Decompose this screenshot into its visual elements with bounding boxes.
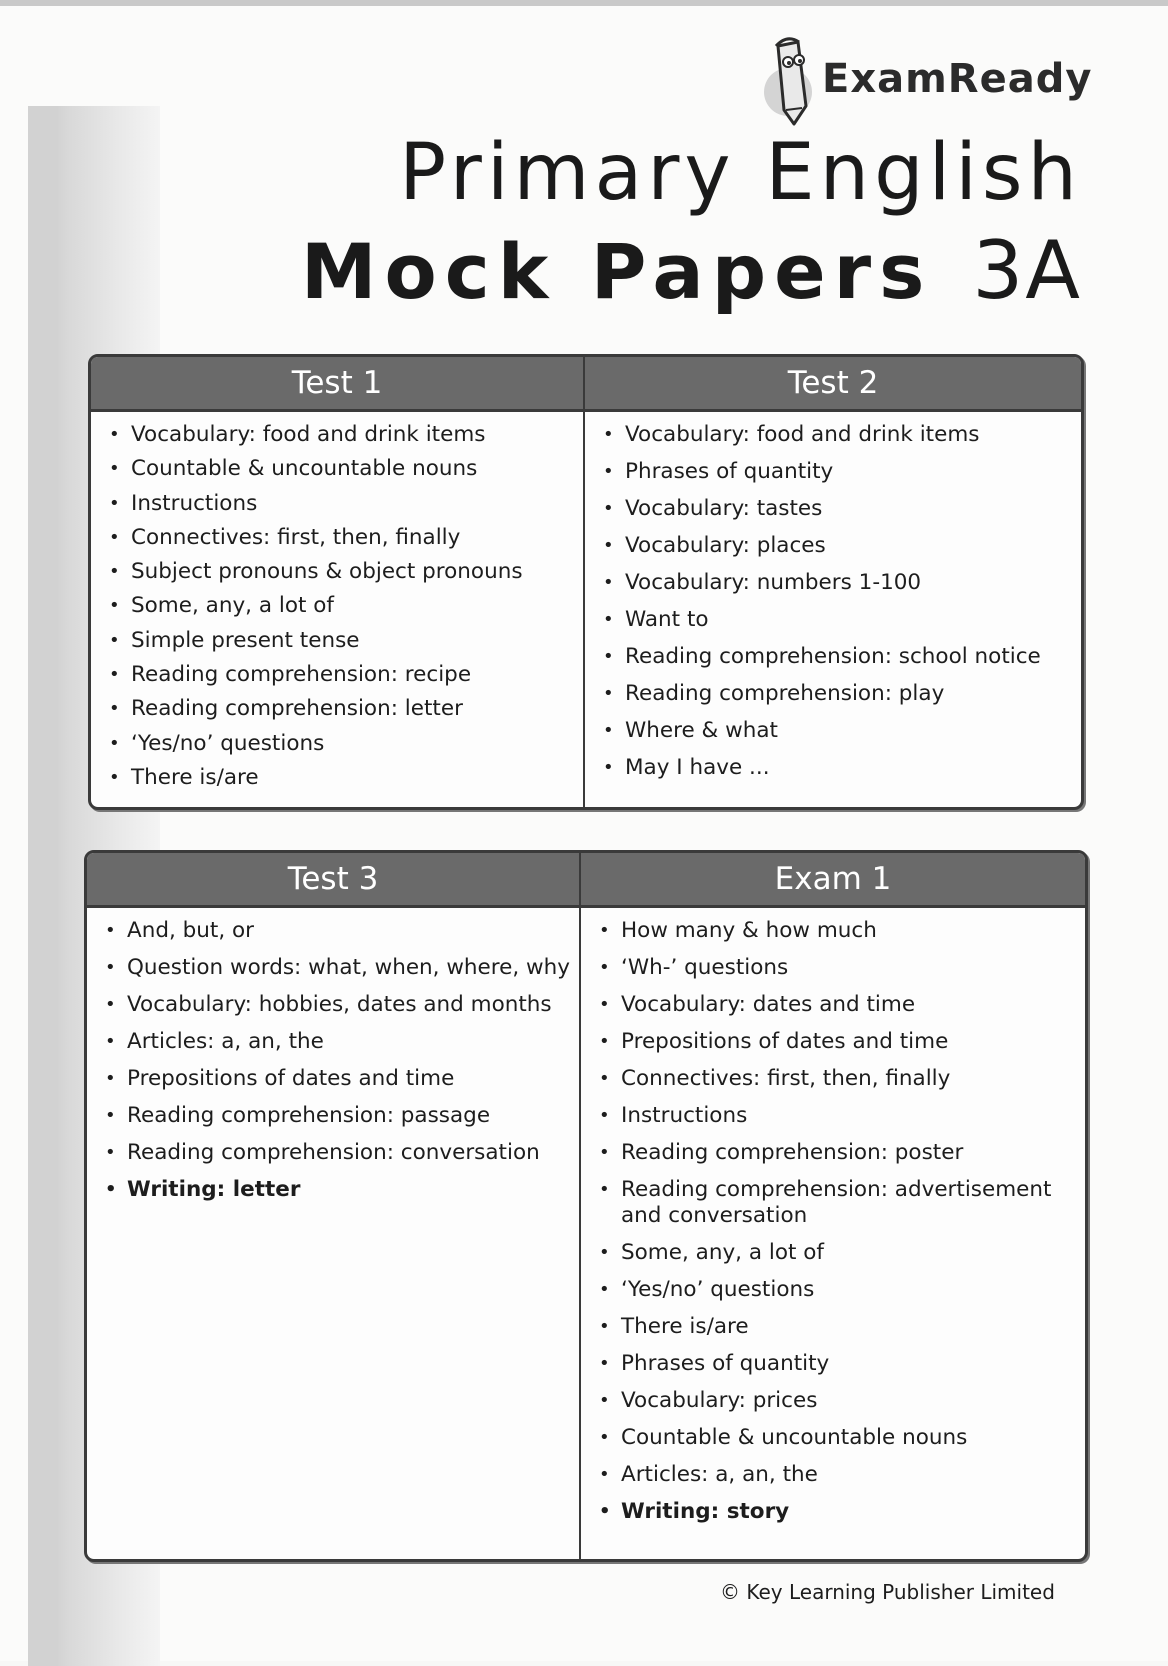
- list-item: • Reading comprehension: play: [603, 681, 1081, 707]
- copyright-notice: © Key Learning Publisher Limited: [720, 1580, 1055, 1604]
- list-item: • How many & how much: [599, 918, 1085, 944]
- section-test-3: [87, 853, 581, 1559]
- list-item: • Want to: [603, 607, 1081, 633]
- list-item: • Vocabulary: food and drink items: [603, 422, 1081, 448]
- section-heading: Test 1: [91, 357, 583, 412]
- list-item: • Articles: a, an, the: [105, 1029, 579, 1055]
- pencil-mascot-icon: [762, 32, 822, 128]
- list-item: • Reading comprehension: recipe: [109, 662, 583, 688]
- section-test-1: [91, 357, 585, 807]
- list-item: • Phrases of quantity: [599, 1351, 1085, 1377]
- list-item: • Vocabulary: places: [603, 533, 1081, 559]
- list-item: • Reading comprehension: conversation: [105, 1140, 579, 1166]
- list-item: • Writing: letter: [105, 1177, 579, 1203]
- list-item: • Articles: a, an, the: [599, 1462, 1085, 1488]
- list-item: • May I have ...: [603, 755, 1081, 781]
- list-item: • There is/are: [599, 1314, 1085, 1340]
- list-item: • Vocabulary: food and drink items: [109, 422, 583, 448]
- topic-list: [585, 412, 1081, 781]
- list-item: • ‘Wh-’ questions: [599, 955, 1085, 981]
- title-line-2: [301, 224, 1082, 317]
- list-item: • Countable & uncountable nouns: [109, 456, 583, 482]
- list-item: • Phrases of quantity: [603, 459, 1081, 485]
- list-item: • Subject pronouns & object pronouns: [109, 559, 583, 585]
- list-item: • Prepositions of dates and time: [599, 1029, 1085, 1055]
- list-item: • Reading comprehension: school notice: [603, 644, 1081, 670]
- topic-list: [87, 908, 579, 1203]
- list-item: • ‘Yes/no’ questions: [109, 731, 583, 757]
- list-item: • Vocabulary: tastes: [603, 496, 1081, 522]
- list-item: • Instructions: [599, 1103, 1085, 1129]
- list-item: • Some, any, a lot of: [109, 593, 583, 619]
- title-level: 3A: [972, 224, 1082, 317]
- list-item: • Simple present tense: [109, 628, 583, 654]
- section-exam-1: [581, 853, 1085, 1559]
- title-line-1: Primary English: [399, 128, 1082, 218]
- list-item: • Where & what: [603, 718, 1081, 744]
- examready-logo: [762, 32, 1093, 128]
- section-test-2: [585, 357, 1081, 807]
- contents-table-top: [88, 354, 1084, 810]
- list-item: • Vocabulary: dates and time: [599, 992, 1085, 1018]
- list-item: • Reading comprehension: advertisement and conversation: [599, 1177, 1085, 1229]
- list-item: • ‘Yes/no’ questions: [599, 1277, 1085, 1303]
- contents-table-bottom: [84, 850, 1088, 1562]
- list-item: • Reading comprehension: poster: [599, 1140, 1085, 1166]
- list-item: • There is/are: [109, 765, 583, 791]
- title-mock-papers: Mock Papers: [300, 227, 933, 316]
- section-heading: Test 3: [87, 853, 579, 908]
- list-item: • Connectives: first, then, finally: [599, 1066, 1085, 1092]
- section-heading: Exam 1: [581, 853, 1085, 908]
- logo-text: ExamReady: [822, 56, 1093, 102]
- list-item: • Writing: story: [599, 1499, 1085, 1525]
- section-heading: Test 2: [585, 357, 1081, 412]
- list-item: • Instructions: [109, 491, 583, 517]
- list-item: • Some, any, a lot of: [599, 1240, 1085, 1266]
- list-item: • Countable & uncountable nouns: [599, 1425, 1085, 1451]
- list-item: • Prepositions of dates and time: [105, 1066, 579, 1092]
- list-item: • Reading comprehension: passage: [105, 1103, 579, 1129]
- list-item: • Connectives: first, then, finally: [109, 525, 583, 551]
- list-item: • Vocabulary: prices: [599, 1388, 1085, 1414]
- topic-list: [581, 908, 1085, 1525]
- topic-list: [91, 412, 583, 791]
- list-item: • Vocabulary: hobbies, dates and months: [105, 992, 579, 1018]
- list-item: • And, but, or: [105, 918, 579, 944]
- list-item: • Reading comprehension: letter: [109, 696, 583, 722]
- list-item: • Vocabulary: numbers 1-100: [603, 570, 1081, 596]
- list-item: • Question words: what, when, where, why: [105, 955, 579, 981]
